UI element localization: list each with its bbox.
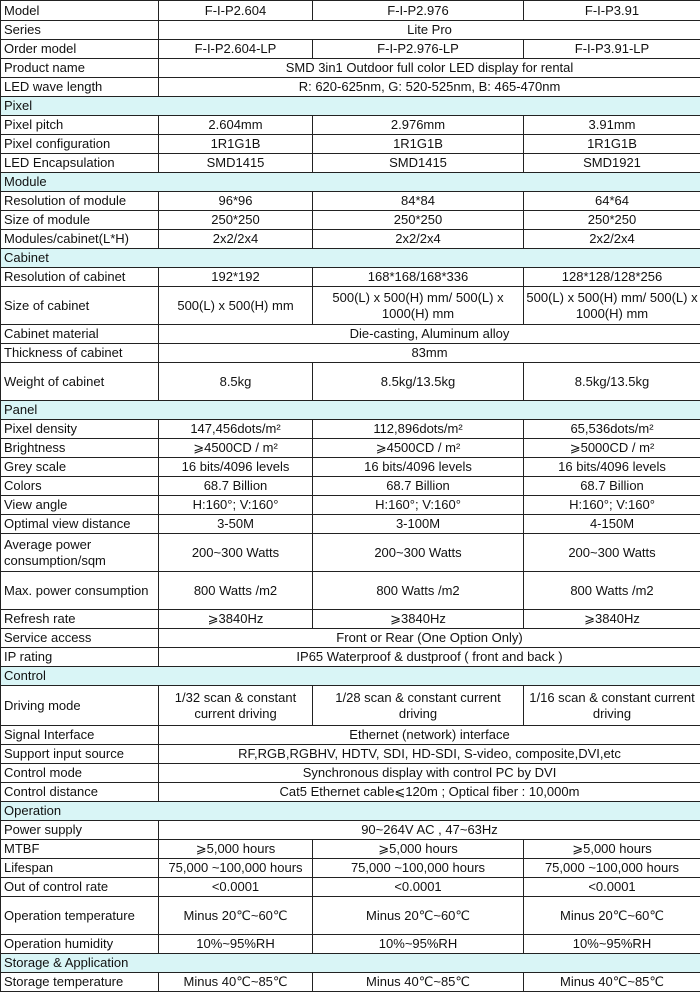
spec-value: Ethernet (network) interface: [159, 726, 700, 745]
spec-label: Pixel pitch: [1, 116, 159, 135]
spec-value: IP65 Waterproof & dustproof ( front and back ): [159, 648, 700, 667]
spec-value: 1R1G1B: [159, 135, 313, 154]
spec-row-control-mode: [1, 764, 700, 783]
spec-label: MTBF: [1, 840, 159, 859]
spec-label: IP rating: [1, 648, 159, 667]
spec-value: 200~300 Watts: [313, 534, 524, 572]
spec-value: 800 Watts /m2: [159, 572, 313, 610]
section-header: Storage & Application: [1, 954, 700, 973]
spec-row-product-name: [1, 59, 700, 78]
spec-row-pixel-pitch: [1, 116, 700, 135]
spec-value: 3-100M: [313, 515, 524, 534]
spec-label: Colors: [1, 477, 159, 496]
spec-value: 3-50M: [159, 515, 313, 534]
spec-value: SMD1415: [313, 154, 524, 173]
spec-label: Lifespan: [1, 859, 159, 878]
spec-row-driving-mode: [1, 686, 700, 726]
spec-value: Lite Pro: [159, 21, 700, 40]
spec-label: Pixel density: [1, 420, 159, 439]
spec-label: Support input source: [1, 745, 159, 764]
spec-value: <0.0001: [313, 878, 524, 897]
spec-row-resolution-of-cabinet: [1, 268, 700, 287]
spec-row-cabinet-material: [1, 325, 700, 344]
spec-value: 1/28 scan & constant current driving: [313, 686, 524, 726]
spec-row-colors: [1, 477, 700, 496]
spec-row-signal-interface: [1, 726, 700, 745]
spec-value: ⩾5000CD / m²: [524, 439, 700, 458]
section-header: Module: [1, 173, 700, 192]
spec-value: 2.604mm: [159, 116, 313, 135]
spec-value: 500(L) x 500(H) mm: [159, 287, 313, 325]
spec-label: Driving mode: [1, 686, 159, 726]
spec-value: 68.7 Billion: [313, 477, 524, 496]
spec-row-led-encapsulation: [1, 154, 700, 173]
spec-label: Grey scale: [1, 458, 159, 477]
spec-value: 64*64: [524, 192, 700, 211]
spec-label: Optimal view distance: [1, 515, 159, 534]
spec-value: 96*96: [159, 192, 313, 211]
spec-label: Thickness of cabinet: [1, 344, 159, 363]
spec-row-size-of-cabinet: [1, 287, 700, 325]
section-header: Control: [1, 667, 700, 686]
section-panel: [1, 401, 700, 420]
spec-value: 112,896dots/m²: [313, 420, 524, 439]
spec-label: Pixel configuration: [1, 135, 159, 154]
spec-value: SMD 3in1 Outdoor full color LED display for rental: [159, 59, 700, 78]
spec-value: 192*192: [159, 268, 313, 287]
spec-row-order-model: [1, 40, 700, 59]
spec-value: H:160°; V:160°: [524, 496, 700, 515]
section-header: Cabinet: [1, 249, 700, 268]
spec-value: 800 Watts /m2: [313, 572, 524, 610]
spec-label: Series: [1, 21, 159, 40]
spec-value: F-I-P2.976-LP: [313, 40, 524, 59]
spec-value: 250*250: [313, 211, 524, 230]
section-header: Pixel: [1, 97, 700, 116]
section-module: [1, 173, 700, 192]
spec-label: Signal Interface: [1, 726, 159, 745]
spec-value: F-I-P3.91: [524, 1, 700, 21]
spec-label: Out of control rate: [1, 878, 159, 897]
spec-value: 83mm: [159, 344, 700, 363]
spec-label: Size of module: [1, 211, 159, 230]
spec-row-out-of-control-rate: [1, 878, 700, 897]
spec-row-pixel-configuration: [1, 135, 700, 154]
spec-row-power-supply: [1, 821, 700, 840]
spec-value: H:160°; V:160°: [313, 496, 524, 515]
spec-row-modules-cabinet-l-h: [1, 230, 700, 249]
spec-value: 75,000 ~100,000 hours: [159, 859, 313, 878]
spec-value: 128*128/128*256: [524, 268, 700, 287]
spec-label: Power supply: [1, 821, 159, 840]
spec-row-support-input-source: [1, 745, 700, 764]
spec-label: Weight of cabinet: [1, 363, 159, 401]
spec-value: ⩾5,000 hours: [524, 840, 700, 859]
spec-value: F-I-P2.976: [313, 1, 524, 21]
spec-label: Control mode: [1, 764, 159, 783]
spec-value: 75,000 ~100,000 hours: [524, 859, 700, 878]
spec-value: 2x2/2x4: [159, 230, 313, 249]
spec-value: 90~264V AC , 47~63Hz: [159, 821, 700, 840]
spec-row-ip-rating: [1, 648, 700, 667]
spec-row-grey-scale: [1, 458, 700, 477]
spec-value: 16 bits/4096 levels: [524, 458, 700, 477]
spec-label: Service access: [1, 629, 159, 648]
spec-value: 500(L) x 500(H) mm/ 500(L) x 1000(H) mm: [313, 287, 524, 325]
spec-row-weight-of-cabinet: [1, 363, 700, 401]
spec-value: 16 bits/4096 levels: [313, 458, 524, 477]
spec-value: Minus 40℃~85℃: [313, 973, 524, 992]
spec-row-average-power-consumption-sqm: [1, 534, 700, 572]
spec-value: 10%~95%RH: [313, 935, 524, 954]
spec-value: Minus 40℃~85℃: [524, 973, 700, 992]
spec-value: SMD1415: [159, 154, 313, 173]
spec-value: RF,RGB,RGBHV, HDTV, SDI, HD-SDI, S-video, composite,DVI,etc: [159, 745, 700, 764]
spec-value: SMD1921: [524, 154, 700, 173]
spec-label: Refresh rate: [1, 610, 159, 629]
spec-value: 8.5kg/13.5kg: [524, 363, 700, 401]
spec-value: ⩾5,000 hours: [159, 840, 313, 859]
spec-value: <0.0001: [524, 878, 700, 897]
spec-value: <0.0001: [159, 878, 313, 897]
spec-row-lifespan: [1, 859, 700, 878]
spec-value: 10%~95%RH: [524, 935, 700, 954]
spec-label: Cabinet material: [1, 325, 159, 344]
spec-label: LED Encapsulation: [1, 154, 159, 173]
spec-label: Storage temperature: [1, 973, 159, 992]
spec-row-size-of-module: [1, 211, 700, 230]
spec-row-view-angle: [1, 496, 700, 515]
spec-label: Control distance: [1, 783, 159, 802]
spec-value: H:160°; V:160°: [159, 496, 313, 515]
spec-label: Resolution of cabinet: [1, 268, 159, 287]
section-cabinet: [1, 249, 700, 268]
spec-value: 8.5kg: [159, 363, 313, 401]
spec-value: F-I-P2.604-LP: [159, 40, 313, 59]
spec-value: Synchronous display with control PC by DVI: [159, 764, 700, 783]
spec-row-storage-temperature: [1, 973, 700, 992]
spec-row-thickness-of-cabinet: [1, 344, 700, 363]
spec-label: Resolution of module: [1, 192, 159, 211]
spec-row-model: [1, 1, 700, 21]
spec-value: Minus 20℃~60℃: [313, 897, 524, 935]
spec-row-service-access: [1, 629, 700, 648]
spec-value: 68.7 Billion: [524, 477, 700, 496]
spec-label: LED wave length: [1, 78, 159, 97]
spec-row-control-distance: [1, 783, 700, 802]
spec-value: ⩾5,000 hours: [313, 840, 524, 859]
section-control: [1, 667, 700, 686]
spec-table-body: [1, 1, 700, 992]
spec-value: 10%~95%RH: [159, 935, 313, 954]
spec-value: 500(L) x 500(H) mm/ 500(L) x 1000(H) mm: [524, 287, 700, 325]
spec-label: Operation humidity: [1, 935, 159, 954]
spec-value: ⩾3840Hz: [159, 610, 313, 629]
section-operation: [1, 802, 700, 821]
spec-value: Minus 40℃~85℃: [159, 973, 313, 992]
spec-value: Die-casting, Aluminum alloy: [159, 325, 700, 344]
spec-row-resolution-of-module: [1, 192, 700, 211]
spec-label: View angle: [1, 496, 159, 515]
spec-row-mtbf: [1, 840, 700, 859]
spec-value: 84*84: [313, 192, 524, 211]
section-pixel: [1, 97, 700, 116]
spec-label: Order model: [1, 40, 159, 59]
spec-value: Minus 20℃~60℃: [159, 897, 313, 935]
spec-value: ⩾4500CD / m²: [159, 439, 313, 458]
spec-label: Product name: [1, 59, 159, 78]
spec-value: ⩾4500CD / m²: [313, 439, 524, 458]
spec-value: 2x2/2x4: [313, 230, 524, 249]
spec-value: F-I-P2.604: [159, 1, 313, 21]
spec-row-optimal-view-distance: [1, 515, 700, 534]
spec-value: 168*168/168*336: [313, 268, 524, 287]
spec-value: 250*250: [159, 211, 313, 230]
spec-row-operation-humidity: [1, 935, 700, 954]
section-header: Panel: [1, 401, 700, 420]
spec-value: F-I-P3.91-LP: [524, 40, 700, 59]
spec-label: Operation temperature: [1, 897, 159, 935]
section-header: Operation: [1, 802, 700, 821]
spec-value: 4-150M: [524, 515, 700, 534]
spec-value: 1R1G1B: [524, 135, 700, 154]
spec-value: 800 Watts /m2: [524, 572, 700, 610]
spec-value: ⩾3840Hz: [313, 610, 524, 629]
spec-label: Max. power consumption: [1, 572, 159, 610]
spec-value: Front or Rear (One Option Only): [159, 629, 700, 648]
spec-value: 3.91mm: [524, 116, 700, 135]
spec-row-refresh-rate: [1, 610, 700, 629]
spec-value: 16 bits/4096 levels: [159, 458, 313, 477]
spec-row-brightness: [1, 439, 700, 458]
spec-value: 200~300 Watts: [524, 534, 700, 572]
spec-value: 147,456dots/m²: [159, 420, 313, 439]
spec-value: 1/32 scan & constant current driving: [159, 686, 313, 726]
spec-value: 1R1G1B: [313, 135, 524, 154]
spec-value: 2.976mm: [313, 116, 524, 135]
spec-row-operation-temperature: [1, 897, 700, 935]
spec-value: 68.7 Billion: [159, 477, 313, 496]
spec-row-pixel-density: [1, 420, 700, 439]
spec-label: Modules/cabinet(L*H): [1, 230, 159, 249]
spec-label: Model: [1, 1, 159, 21]
spec-value: Minus 20℃~60℃: [524, 897, 700, 935]
spec-label: Brightness: [1, 439, 159, 458]
spec-value: 250*250: [524, 211, 700, 230]
spec-value: 8.5kg/13.5kg: [313, 363, 524, 401]
spec-value: 75,000 ~100,000 hours: [313, 859, 524, 878]
section-storage-application: [1, 954, 700, 973]
spec-value: R: 620-625nm, G: 520-525nm, B: 465-470nm: [159, 78, 700, 97]
spec-value: Cat5 Ethernet cable⩽120m ; Optical fiber : 10,000m: [159, 783, 700, 802]
spec-value: ⩾3840Hz: [524, 610, 700, 629]
spec-value: 65,536dots/m²: [524, 420, 700, 439]
spec-value: 2x2/2x4: [524, 230, 700, 249]
spec-row-led-wave-length: [1, 78, 700, 97]
spec-label: Size of cabinet: [1, 287, 159, 325]
spec-row-series: [1, 21, 700, 40]
spec-value: 1/16 scan & constant current driving: [524, 686, 700, 726]
spec-value: 200~300 Watts: [159, 534, 313, 572]
spec-row-max-power-consumption: [1, 572, 700, 610]
spec-label: Average power consumption/sqm: [1, 534, 159, 572]
